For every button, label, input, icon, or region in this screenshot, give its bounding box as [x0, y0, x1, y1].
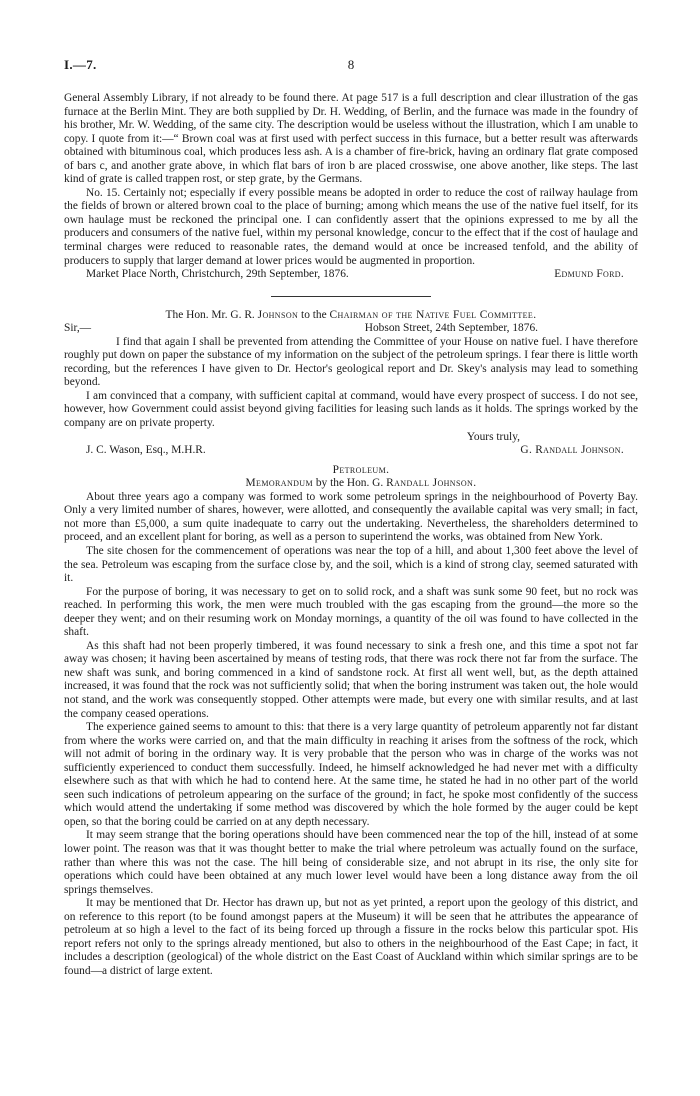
page-number: 8 — [347, 57, 355, 72]
memorandum-subheading-name: Randall Johnson. — [386, 477, 477, 490]
memorandum-paragraph-5: The experience gained seems to amount to this: that there is a very large quantity of petroleum apparently not far distant from where the works were carried on, and that the main difficulty in reaching it arises from the softness of the rock, which will not admit of boring in the ordinary way. It is very probable that the person who was in charge of the works was not sufficiently experienced to conduct them successfully. Indeed, he himself acknowledged he had never met with a difficulty elsewhere such as that with which he had to contend here. At the same time, he stated he had in no other part of the world seen such indications of petroleum appearing on the surface of the ground; in fact, he spoke most confidently of the success which would attend the undertaking if some method was discovered by which the hole formed by the auger could be kept open, so that the boring could be carried on at any depth necessary. — [64, 721, 638, 828]
memorandum-paragraph-3: For the purpose of boring, it was necessary to get on to solid rock, and a shaft was sunk some 90 feet, but no rock was reached. In performing this work, the men were much troubled with the gas escaping from the ground—the more so the deeper they went; and on their resuming work on Monday mornings, a quantity of the oil was found to have collected in the shaft. — [64, 585, 638, 639]
memorandum-subheading-mid: by the Hon. G. — [313, 477, 387, 490]
johnson-letter — [64, 309, 638, 458]
johnson-letter-title — [64, 309, 638, 323]
johnson-title-to: Chairman of the Native Fuel Committee. — [329, 308, 537, 321]
ford-place-date: Market Place North, Christchurch, 29th September, 1876. — [86, 268, 349, 281]
johnson-title-from: Johnson — [257, 308, 299, 321]
section-divider — [271, 296, 431, 297]
johnson-paragraph-1: I find that again I shall be prevented from attending the Committee of your House on native fuel. I have therefore roughly put down on paper the substance of my information on the subject of the petroleum springs. I fear there is little worth recording, but the references I have given to Dr. Hector's geological report and Dr. Skey's analysis may lead to something beyond. — [64, 335, 638, 389]
document-reference: I.—7. — [64, 57, 97, 72]
memorandum-paragraph-4: As this shaft had not been properly timbered, it was found necessary to sink a fresh one, and this time a spot not far away was chosen; it having been ascertained by means of testing rods, that there was rock there not far from the surface. The new shaft was sunk, and boring commenced in a kind of sandstone rock. At first all went well, but, as the depth attained increased, it was found that the rock was not sufficiently solid; that when the boring instrument was taken out, the hole would not stand, and the work was consequently stopped. Other attempts were made, but every one with similar results, and at last the company ceased operations. — [64, 639, 638, 720]
johnson-title-mid: to the — [298, 308, 330, 321]
memorandum-paragraph-6: It may seem strange that the boring operations should have been commenced near the top of the hill, instead of at some lower point. The reason was that it was thought better to make the trial where petroleum was actually found on the surface, rather than where this was not the case. The hill being of considerable size, and not abrupt in its rise, the only site for operations which could have been obtained at any much lower level would have been a long distance away from the oil springs themselves. — [64, 829, 638, 896]
memorandum-paragraph-2: The site chosen for the commencement of operations was near the top of a hill, and about 1,300 feet above the level of the sea. Petroleum was escaping from the surface close by, and the soil, which is a kind of strong clay, seemed saturated with it. — [64, 544, 638, 585]
johnson-salutation-row — [64, 322, 638, 336]
memorandum-paragraph-7: It may be mentioned that Dr. Hector has drawn up, but not as yet printed, a report upon the geology of this district, and on reference to this report (to be found amongst papers at the Museum) it will be seen that he attributes the appearance of petroleum at so high a level to the fact of its being forced up through a fissure in the rocks below this particular spot. His report refers not only to the springs already mentioned, but also to others in the neighbourhood of the East Cape; in fact, it includes a description (geological) of the whole district on the East Coast of Auckland within which similar springs are to be found—a district of large extent. — [64, 897, 638, 977]
johnson-paragraph-2: I am convinced that a company, with sufficient capital at command, would have every prospect of success. I do not see, however, how Government could assist beyond giving facilities for leasing such lands as it holds. The springs worked by the company are on private property. — [64, 389, 638, 430]
johnson-address: Hobson Street, 24th September, 1876. — [364, 322, 538, 335]
johnson-addressee: J. C. Wason, Esq., M.H.R. — [86, 444, 206, 457]
ford-signature-line — [64, 268, 638, 282]
page-header — [64, 58, 638, 78]
johnson-title-prefix: The Hon. Mr. G. R. — [165, 308, 258, 321]
ford-signature: Edmund Ford. — [554, 268, 624, 281]
ford-letter — [64, 92, 638, 282]
petroleum-memorandum — [64, 464, 638, 979]
johnson-signature-line — [64, 444, 638, 458]
johnson-salutation: Sir,— — [64, 322, 92, 335]
memorandum-subheading-prefix: Memorandum — [245, 477, 313, 490]
memorandum-heading: Petroleum. — [332, 463, 390, 476]
johnson-closing: Yours truly, — [466, 430, 520, 443]
memorandum-subheading — [64, 477, 638, 491]
johnson-signature: G. Randall Johnson. — [520, 444, 624, 457]
ford-paragraph-1: General Assembly Library, if not already to be found there. At page 517 is a full description and clear illustration of the gas furnace at the Berlin Mint. They are both supplied by Dr. H. Wedding, of Berlin, and the furnace was made in the foundry of his brother, Mr. W. Wedding, of the same city. The description would be useless without the illustration, which I am unable to copy. I quote from it:—“ Brown coal was at first used with perfect success in this furnace, but a better result was afterwards obtained with bituminous coal, which produces less ash. A is a chamber of fire-brick, having an ordinary flat grate composed of bars c, and another grate above, in which flat bars of iron b are placed crosswise, one above another, like steps. The last kind of grate is called trappen rost, or step grate, by the Germans. — [64, 92, 638, 186]
memorandum-paragraph-1: About three years ago a company was formed to work some petroleum springs in the neighbourhood of Poverty Bay. Only a very limited number of shares, however, were allotted, and consequently the available capital was very small; in fact, not more than £5,000, a sum quite inadequate to carry out the undertaking. Nevertheless, the shareholders determined to proceed, and an excellent plant for boring, as well as a person to superintend the works, was obtained from New York. — [64, 490, 638, 544]
ford-paragraph-2: No. 15. Certainly not; especially if every possible means be adopted in order to reduce the cost of railway haulage from the fields of brown or altered brown coal to the place of burning; among which means the use of the native fuel itself, for its own haulage must be reckoned the principal one. I can confidently assert that the opinions expressed to me by all the producers and consumers of the native fuel, within my personal knowledge, concur to the effect that if the cost of haulage and terminal charges were reduced to reasonable rates, the demand would at once be increased tenfold, and the ability of producers to supply that larger demand at lower prices would be augmented in proportion. — [64, 186, 638, 267]
